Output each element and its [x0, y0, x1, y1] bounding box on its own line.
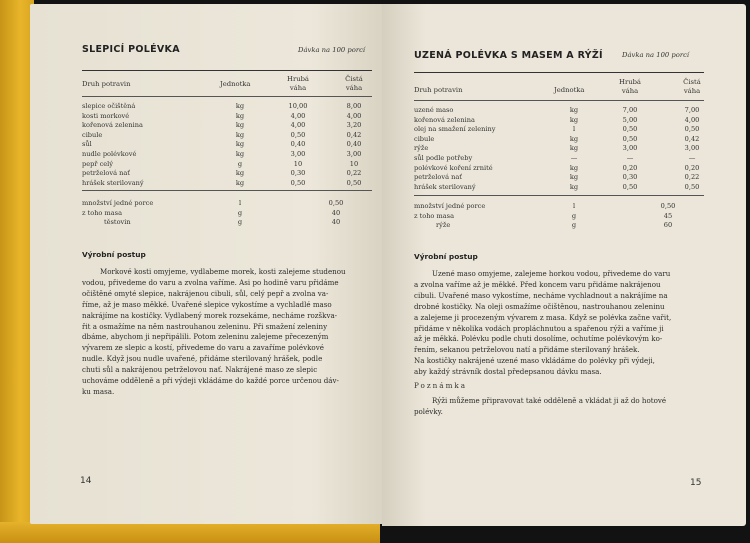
text-line: vývarem ze slepic a kostí, přivedeme do varu a zavaříme polévkové [82, 343, 324, 353]
table-cell-unit: kg [569, 163, 579, 172]
recipe-title: SLEPICÍ POLÉVKA [82, 44, 180, 55]
right-page [382, 4, 746, 526]
table-cell-unit: — [570, 154, 578, 162]
table-cell-item: rýže [414, 144, 429, 153]
header-net-1: Čistá [683, 78, 701, 86]
table-cell-unit: kg [569, 115, 579, 124]
table-cell-unit: kg [235, 150, 245, 158]
table-cell-gross: 7,00 [622, 106, 638, 114]
header-net-2: váha [683, 87, 701, 95]
table-cell-net: — [688, 154, 696, 162]
table-cell-unit: kg [569, 134, 579, 143]
portion-cell-unit: g [571, 221, 577, 230]
table-cell-net: 0,40 [346, 140, 362, 149]
table-cell-unit: kg [235, 178, 245, 187]
portion-cell-value: 60 [663, 221, 673, 230]
table-cell-item: nudle polévkové [82, 150, 137, 158]
portion-note: Dávka na 100 porcí [298, 46, 366, 54]
table-cell-gross: 0,40 [290, 140, 306, 149]
portion-cell-value: 0,50 [328, 199, 344, 207]
header-unit: Jednotka [220, 80, 251, 88]
table-cell-net: 0,22 [684, 173, 700, 182]
text-line: a zalejeme ji procezeným vývarem z masa. Když se polévka začne vařit, [414, 312, 672, 322]
text-line: drobné kostičky. Na oleji osmažíme očištěnou, nastrouhanou zeleninu [414, 301, 665, 311]
text-line: cibuli. Uvařené maso vykostíme, necháme vychladnout a nakrájíme na [414, 290, 668, 300]
table-cell-net: 0,50 [684, 125, 700, 134]
table-cell-unit: kg [569, 144, 579, 153]
table-cell-net: 3,20 [346, 121, 362, 130]
header-net-1: Čistá [345, 75, 363, 83]
portion-cell-unit: g [237, 208, 243, 217]
table-cell-gross: 0,50 [622, 182, 638, 191]
text-line: a zvolna vaříme až je měkké. Před koncem varu přidáme nakrájenou [414, 279, 661, 289]
portion-cell-value: 40 [331, 218, 341, 227]
table-cell-net: 0,22 [346, 169, 362, 178]
table-cell-gross: 5,00 [622, 115, 638, 124]
portion-cell-item: rýže [436, 221, 451, 230]
table-cell-item: pepř celý [82, 159, 114, 168]
table-cell-item: uzené maso [414, 106, 454, 114]
text-line: aby každý strávník dostal předepsanou dávku masa. [414, 367, 602, 377]
portion-cell-item: těstovin [104, 218, 131, 227]
text-line: nakrájíme na kostičky. Vydlabený morek rozsekáme, necháme rozškva- [82, 310, 338, 320]
table-cell-net: 10 [349, 159, 359, 168]
portion-cell-value: 0,50 [660, 202, 676, 210]
table-cell-unit: kg [569, 106, 579, 114]
table-cell-net: 4,00 [346, 111, 362, 120]
table-cell-item: sůl podle potřeby [414, 154, 473, 162]
text-line: Morkové kosti omyjeme, vydlabeme morek, kosti zalejeme studenou [100, 267, 346, 276]
text-line: nudle. Když jsou nudle uvařené, přidáme sterilovaný hrášek, podle [82, 354, 323, 364]
table-cell-gross: — [626, 154, 634, 162]
table-rule-top [414, 72, 704, 73]
note-text [414, 396, 706, 418]
portion-cell-value: 45 [663, 211, 673, 220]
table-cell-net: 0,20 [684, 163, 700, 172]
table-cell-item: kosti morkové [82, 111, 130, 120]
portion-cell-item: z toho masa [414, 211, 455, 220]
table-cell-item: kořenová zelenina [414, 115, 475, 124]
portion-cell-item: množství jedné porce [82, 199, 154, 207]
portion-cell-unit: l [572, 202, 576, 210]
portion-cell-unit: g [237, 218, 243, 227]
table-cell-unit: kg [235, 111, 245, 120]
header-gross [278, 75, 318, 93]
table-cell-item: slepice očištěná [82, 102, 136, 110]
table-cell-net: 0,42 [684, 134, 700, 143]
table-cell-unit: g [237, 159, 243, 168]
table-cell-unit: kg [235, 121, 245, 130]
header-item: Druh potravin [414, 86, 463, 94]
text-line: ku masa. [82, 386, 115, 396]
table-cell-gross: 3,00 [622, 144, 638, 153]
portion-note: Dávka na 100 porcí [622, 51, 690, 59]
table-rule-portion [82, 190, 372, 191]
header-gross-1: Hrubá [287, 75, 309, 83]
recipe-title: UZENÁ POLÉVKA S MASEM A RÝŽÍ [414, 50, 603, 61]
table-cell-gross: 10 [293, 159, 303, 168]
table-cell-gross: 0,50 [622, 125, 638, 134]
header-gross-2: váha [621, 87, 639, 95]
procedure-text [414, 269, 706, 378]
text-line: uchováme odděleně a při výdeji vkládáme do každé porce určenou dáv- [82, 376, 339, 386]
text-line: až je měkká. Polévku podle chuti dosolíme, ochutíme polévkovým ko- [414, 334, 663, 344]
table-rule-header [82, 96, 372, 97]
portion-cell-item: množství jedné porce [414, 202, 486, 210]
table-cell-gross: 10,00 [288, 102, 308, 110]
table-cell-gross: 4,00 [290, 121, 306, 130]
table-cell-net: 3,00 [346, 150, 362, 158]
text-line: Rýži můžeme připravovat také odděleně a vkládat ji až do hotové [432, 396, 667, 405]
table-cell-gross: 0,50 [622, 134, 638, 143]
table-cell-unit: l [572, 125, 576, 134]
table-cell-item: polévkové koření zrnité [414, 163, 493, 172]
text-line: Uzené maso omyjeme, zalejeme horkou vodou, přivedeme do varu [432, 269, 671, 278]
portion-cell-item: z toho masa [82, 208, 123, 217]
text-line: vodou, přivedeme do varu a zvolna vaříme. Asi po hodině varu přidáme [82, 277, 339, 287]
table-cell-item: petrželová nať [414, 173, 462, 182]
header-item: Druh potravin [82, 80, 131, 88]
table-cell-unit: kg [569, 182, 579, 191]
table-cell-gross: 0,30 [290, 169, 306, 178]
text-line: polévky. [414, 406, 443, 416]
text-line: dbáme, abychom ji nepřipálili. Potom zeleninu zalejeme přecezeným [82, 332, 329, 342]
table-cell-unit: kg [235, 102, 245, 110]
table-cell-item: kořenová zelenina [82, 121, 143, 130]
text-line: říme, až je maso měkké. Uvařené slepice vykostíme a vychladlé maso [82, 299, 332, 309]
table-cell-gross: 3,00 [290, 150, 306, 158]
text-line: chuti sůl a nakrájenou petrželovou nať. Nakrájené maso ze slepic [82, 365, 318, 375]
header-net-2: váha [345, 84, 363, 92]
table-cell-gross: 0,50 [290, 178, 306, 187]
table-cell-net: 7,00 [684, 106, 700, 114]
table-cell-net: 8,00 [346, 102, 362, 110]
book-cover-bottom [0, 522, 380, 543]
book-cover-edge [0, 0, 34, 543]
left-page [30, 4, 382, 524]
table-cell-unit: kg [569, 173, 579, 182]
text-line: přidáme v několika vodách propláchnutou a spařenou rýži a vaříme ji [414, 323, 664, 333]
table-cell-item: hrášek sterilovaný [82, 178, 144, 187]
table-cell-unit: kg [235, 130, 245, 139]
table-cell-item: cibule [82, 130, 103, 139]
note-title: Poznámka [414, 381, 468, 390]
header-net [672, 78, 712, 96]
procedure-title: Výrobní postup [82, 250, 146, 259]
header-net [334, 75, 374, 93]
table-cell-net: 4,00 [684, 115, 700, 124]
table-cell-item: cibule [414, 134, 435, 143]
table-cell-net: 0,42 [346, 130, 362, 139]
table-cell-net: 0,50 [684, 182, 700, 191]
page-number: 14 [80, 476, 92, 486]
table-rule-top [82, 70, 372, 71]
table-cell-gross: 0,20 [622, 163, 638, 172]
table-cell-net: 0,50 [346, 178, 362, 187]
table-rule-header [414, 100, 704, 101]
table-cell-unit: kg [235, 169, 245, 178]
table-cell-item: olej na smažení zeleniny [414, 125, 496, 134]
header-gross [610, 78, 650, 96]
table-cell-gross: 4,00 [290, 111, 306, 120]
table-cell-gross: 0,50 [290, 130, 306, 139]
table-cell-item: petrželová nať [82, 169, 130, 178]
table-cell-item: sůl [82, 140, 92, 149]
table-rule-portion [414, 195, 704, 196]
procedure-text [82, 267, 374, 398]
header-unit: Jednotka [554, 86, 585, 94]
header-gross-2: váha [289, 84, 307, 92]
portion-cell-value: 40 [331, 208, 341, 217]
portion-cell-unit: l [238, 199, 242, 207]
table-cell-item: hrášek sterilovaný [414, 182, 476, 191]
table-cell-net: 3,00 [684, 144, 700, 153]
text-line: Na kostičky nakrájené uzené maso vkládáme do polévky při výdeji, [414, 356, 655, 366]
text-line: řením, sekanou petrželovou natí a přidáme sterilovaný hrášek. [414, 345, 640, 355]
table-cell-gross: 0,30 [622, 173, 638, 182]
text-line: řit a osmažíme na něm nastrouhanou zeleninu. Při smažení zeleniny [82, 321, 328, 331]
page-number: 15 [690, 478, 702, 488]
text-line: očištěné omyté slepice, nakrájenou cibuli, sůl, celý pepř a zvolna va- [82, 288, 329, 298]
table-cell-unit: kg [235, 140, 245, 149]
header-gross-1: Hrubá [619, 78, 641, 86]
portion-cell-unit: g [571, 211, 577, 220]
procedure-title: Výrobní postup [414, 252, 478, 261]
